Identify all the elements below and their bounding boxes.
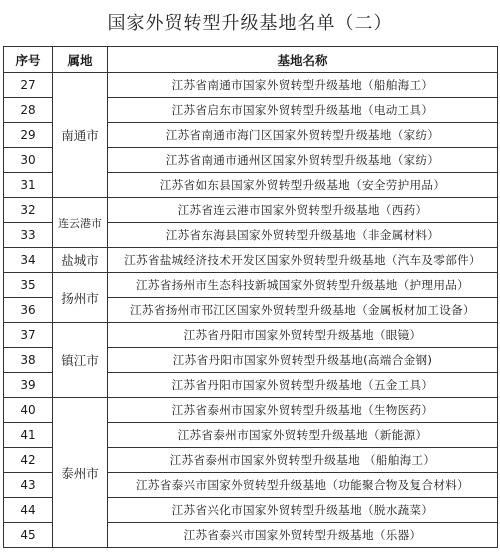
row-name: 江苏省南通市国家外贸转型升级基地（船舶海工） <box>108 73 498 98</box>
row-num: 45 <box>4 523 53 548</box>
row-name: 江苏省连云港市国家外贸转型升级基地（西药） <box>108 198 498 223</box>
row-num: 35 <box>4 273 53 298</box>
row-num: 42 <box>4 448 53 473</box>
table-header-row <box>4 47 498 73</box>
header-num: 序号 <box>4 47 53 73</box>
row-num: 39 <box>4 373 53 398</box>
row-num: 37 <box>4 323 53 348</box>
city-cell-taizhou: 泰州市 <box>53 398 108 548</box>
row-num: 28 <box>4 98 53 123</box>
city-cell-zhenjiang: 镇江市 <box>53 323 108 398</box>
table-row <box>4 198 498 223</box>
row-num: 32 <box>4 198 53 223</box>
table-row <box>4 398 498 423</box>
row-num: 29 <box>4 123 53 148</box>
row-name: 江苏省泰州市国家外贸转型升级基地（生物医药） <box>108 398 498 423</box>
city-cell-yancheng: 盐城市 <box>53 248 108 273</box>
row-name: 江苏省丹阳市国家外贸转型升级基地(高端合金钢) <box>108 348 498 373</box>
row-name: 江苏省南通市通州区国家外贸转型升级基地（家纺） <box>108 148 498 173</box>
row-name: 江苏省兴化市国家外贸转型升级基地（脱水蔬菜） <box>108 498 498 523</box>
header-name: 基地名称 <box>108 47 498 73</box>
row-name: 江苏省南通市海门区国家外贸转型升级基地（家纺） <box>108 123 498 148</box>
row-name: 江苏省泰州市国家外贸转型升级基地 （船舶海工） <box>108 448 498 473</box>
table-row <box>4 248 498 273</box>
city-cell-yangzhou: 扬州市 <box>53 273 108 323</box>
row-num: 38 <box>4 348 53 373</box>
page-title: 国家外贸转型升级基地名单（二） <box>107 13 393 34</box>
row-num: 40 <box>4 398 53 423</box>
row-name: 江苏省扬州市邗江区国家外贸转型升级基地（金属板材加工设备） <box>108 298 498 323</box>
row-num: 27 <box>4 73 53 98</box>
row-name: 江苏省盐城经济技术开发区国家外贸转型升级基地（汽车及零部件） <box>108 248 498 273</box>
header-city: 属地 <box>53 47 108 73</box>
row-name: 江苏省丹阳市国家外贸转型升级基地（眼镜） <box>108 323 498 348</box>
row-name: 江苏省启东市国家外贸转型升级基地（电动工具） <box>108 98 498 123</box>
row-name: 江苏省泰州市国家外贸转型升级基地（新能源） <box>108 423 498 448</box>
row-num: 34 <box>4 248 53 273</box>
row-name: 江苏省泰兴市国家外贸转型升级基地（乐器） <box>108 523 498 548</box>
row-num: 33 <box>4 223 53 248</box>
row-num: 41 <box>4 423 53 448</box>
base-list-table <box>3 46 498 548</box>
table-row <box>4 73 498 98</box>
row-name: 江苏省扬州市生态科技新城国家外贸转型升级基地（护理用品） <box>108 273 498 298</box>
row-num: 44 <box>4 498 53 523</box>
city-cell-lianyungang: 连云港市 <box>53 198 108 248</box>
row-name: 江苏省如东县国家外贸转型升级基地（安全劳护用品） <box>108 173 498 198</box>
table-row <box>4 323 498 348</box>
row-num: 30 <box>4 148 53 173</box>
row-name: 江苏省东海县国家外贸转型升级基地（非金属材料） <box>108 223 498 248</box>
row-name: 江苏省丹阳市国家外贸转型升级基地（五金工具） <box>108 373 498 398</box>
city-cell-nantong: 南通市 <box>53 73 108 198</box>
row-num: 43 <box>4 473 53 498</box>
row-name: 江苏省泰兴市国家外贸转型升级基地（功能聚合物及复合材料） <box>108 473 498 498</box>
table-row <box>4 273 498 298</box>
row-num: 31 <box>4 173 53 198</box>
row-num: 36 <box>4 298 53 323</box>
